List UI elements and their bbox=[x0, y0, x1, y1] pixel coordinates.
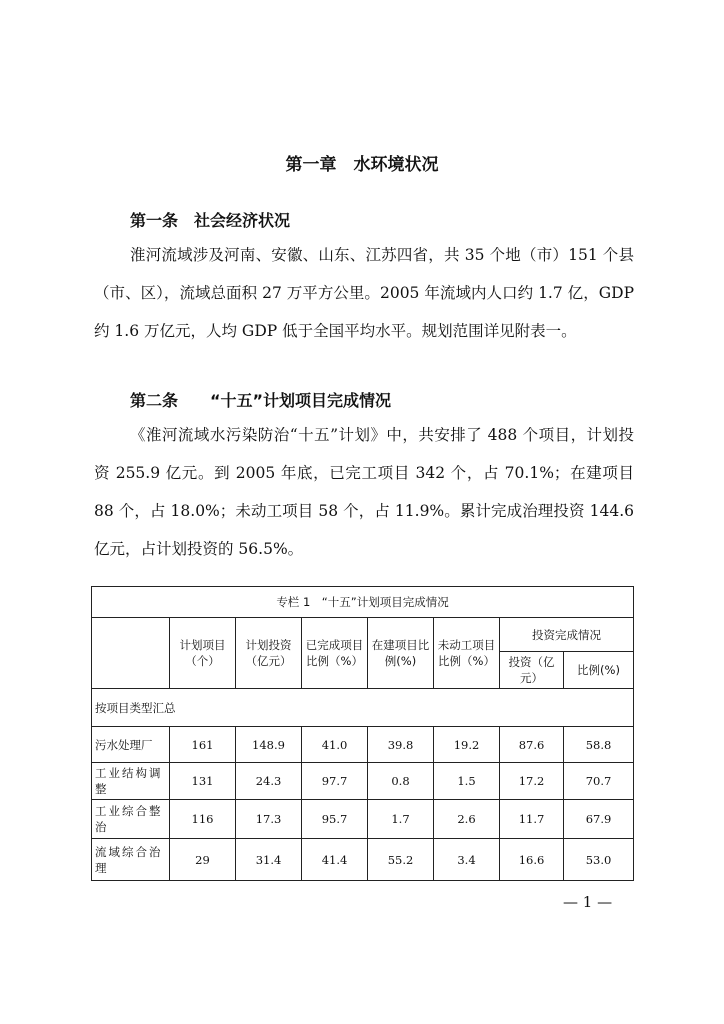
group-label: 按项目类型汇总 bbox=[92, 689, 634, 727]
table-cell: 97.7 bbox=[302, 763, 368, 800]
table-cell: 1.7 bbox=[368, 800, 434, 839]
table-cell: 11.7 bbox=[500, 800, 564, 839]
header-blank bbox=[92, 618, 170, 689]
article-1-paragraph: 淮河流域涉及河南、安徽、山东、江苏四省，共 35 个地（市）151 个县（市、区），流域总面积 27 万平方公里。2005 年流域内人口约 1.7 亿，GDP 约 1.6 万亿元，人均 GDP 低于全国平均水平。规划范围详见附表一。 bbox=[94, 246, 634, 340]
table-cell: 53.0 bbox=[564, 839, 634, 881]
table-cell: 87.6 bbox=[500, 727, 564, 763]
header-not-started-ratio: 未动工项目比例（%） bbox=[434, 618, 500, 689]
table-cell: 70.7 bbox=[564, 763, 634, 800]
table-row bbox=[92, 800, 634, 839]
table-cell: 58.8 bbox=[564, 727, 634, 763]
header-investment-completion: 投资完成情况 bbox=[500, 618, 634, 652]
table-cell: 131 bbox=[170, 763, 236, 800]
table-cell: 1.5 bbox=[434, 763, 500, 800]
table-cell: 95.7 bbox=[302, 800, 368, 839]
header-planned-projects: 计划项目（个） bbox=[170, 618, 236, 689]
table-cell: 41.0 bbox=[302, 727, 368, 763]
table-cell: 2.6 bbox=[434, 800, 500, 839]
table-cell: 116 bbox=[170, 800, 236, 839]
article-1-heading: 第一条 社会经济状况 bbox=[130, 211, 291, 230]
table-cell: 148.9 bbox=[236, 727, 302, 763]
header-completed-ratio: 已完成项目比例（%） bbox=[302, 618, 368, 689]
header-investment: 投资（亿元） bbox=[500, 652, 564, 689]
table-cell: 31.4 bbox=[236, 839, 302, 881]
table-cell: 29 bbox=[170, 839, 236, 881]
table-cell: 19.2 bbox=[434, 727, 500, 763]
row-label: 工业结构调整 bbox=[92, 763, 170, 800]
table-cell: 17.2 bbox=[500, 763, 564, 800]
project-completion-table bbox=[91, 586, 634, 881]
article-2-paragraph: 《淮河流域水污染防治“十五”计划》中，共安排了 488 个项目，计划投资 255.9 亿元。到 2005 年底，已完工项目 342 个，占 70.1%；在建项目 88 个，占 18.0%；未动工项目 58 个，占 11.9%。累计完成治理投资 144.6 亿元，占计划投资的 56.5%。 bbox=[94, 426, 634, 558]
table-cell: 41.4 bbox=[302, 839, 368, 881]
table-cell: 24.3 bbox=[236, 763, 302, 800]
header-planned-investment: 计划投资（亿元） bbox=[236, 618, 302, 689]
row-label: 工业综合整治 bbox=[92, 800, 170, 839]
table-caption: 专栏 1 “十五”计划项目完成情况 bbox=[92, 587, 634, 618]
table-row bbox=[92, 763, 634, 800]
chapter-title: 第一章 水环境状况 bbox=[285, 155, 439, 175]
table-cell: 161 bbox=[170, 727, 236, 763]
header-under-construction-ratio: 在建项目比例(%) bbox=[368, 618, 434, 689]
row-label: 流域综合治理 bbox=[92, 839, 170, 881]
table-row bbox=[92, 839, 634, 881]
table-cell: 55.2 bbox=[368, 839, 434, 881]
page-number: — 1 — bbox=[563, 893, 613, 911]
table-cell: 3.4 bbox=[434, 839, 500, 881]
row-label: 污水处理厂 bbox=[92, 727, 170, 763]
table-cell: 17.3 bbox=[236, 800, 302, 839]
table-cell: 16.6 bbox=[500, 839, 564, 881]
table-cell: 67.9 bbox=[564, 800, 634, 839]
article-2-heading: 第二条 “十五”计划项目完成情况 bbox=[130, 391, 392, 410]
table-row bbox=[92, 727, 634, 763]
table-cell: 0.8 bbox=[368, 763, 434, 800]
header-ratio: 比例(%) bbox=[564, 652, 634, 689]
table-cell: 39.8 bbox=[368, 727, 434, 763]
